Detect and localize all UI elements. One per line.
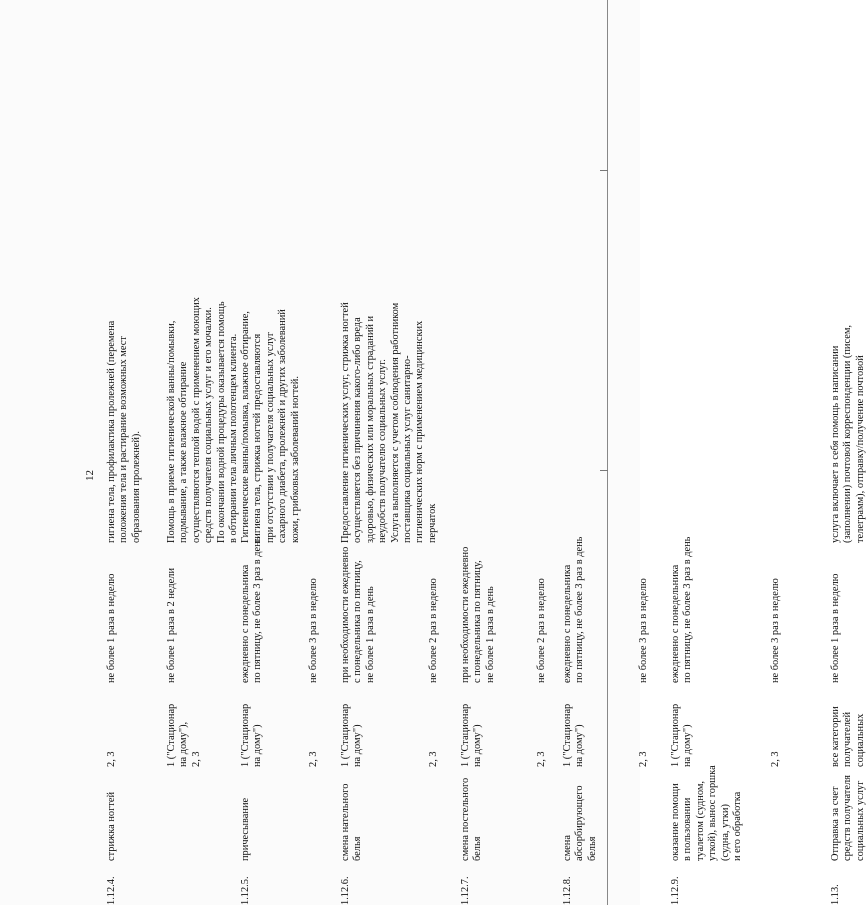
service-frequency-line: ежедневно с понедельника	[240, 564, 251, 683]
service-form	[536, 687, 548, 767]
service-frequency-line: по пятницу, не более 3 раз в день	[682, 536, 694, 683]
service-description-line: кожи, грибковых заболеваний ногтей.	[289, 376, 301, 543]
service-description-line: осуществляется без причинения какого-либо вреда	[352, 317, 364, 543]
row-number	[240, 865, 252, 905]
service-form	[670, 687, 695, 767]
rotated-document-table	[78, 45, 866, 905]
service-name	[670, 765, 744, 861]
service-description-line: Гигиенические ванны/помывка, влажное обтирание,	[240, 311, 251, 543]
service-frequency-line: не более 3 раз в неделю	[308, 578, 319, 683]
row-number	[670, 865, 682, 905]
service-form-line: 1 ("Стационар	[166, 703, 177, 767]
service-name-line: в пользовании	[682, 797, 694, 861]
service-form	[562, 687, 587, 767]
service-frequency	[166, 549, 178, 683]
service-description-line: сахарного диабета, пролежней и других заболеваний	[277, 309, 289, 543]
service-name-line: причесывание	[240, 797, 251, 861]
service-description-line: гигиенических норм с применением медицинских	[414, 320, 426, 543]
service-description-line: Услуга выполняется с учетом соблюдения работником	[389, 302, 401, 543]
service-frequency	[670, 536, 695, 683]
service-name-line: и его обработка	[732, 791, 744, 861]
service-description-line: перчаток	[426, 503, 438, 543]
service-form-line: 1 ("Стационар	[562, 703, 573, 767]
service-description	[240, 45, 302, 543]
service-form-line: 2, 3	[428, 751, 439, 767]
service-form	[460, 687, 485, 767]
service-form-line: получателей	[842, 711, 854, 767]
service-form-line: на дому")	[352, 724, 364, 767]
service-form-line: 2, 3	[106, 751, 117, 767]
service-name	[830, 771, 867, 861]
service-name-line: туалетом (судном,	[694, 780, 706, 861]
service-name-line: белья	[472, 836, 484, 861]
service-description-line: неудобств получателю социальных услуг.	[377, 359, 389, 543]
service-description	[166, 45, 240, 543]
service-frequency-line: ежедневно с понедельника	[670, 564, 681, 683]
service-description-line: услуга включает в себя помощь в написании	[830, 345, 841, 543]
row-number-line: 1.12.7.	[460, 876, 471, 905]
service-description-line: Предоставление гигиенических услуг, стрижка ногтей	[340, 302, 351, 543]
service-name	[562, 771, 599, 861]
service-form-line: 2, 3	[536, 751, 547, 767]
row-number	[340, 865, 352, 905]
service-frequency-line: не более 1 раза в день	[364, 586, 376, 683]
service-description-line: здоровью, физических или моральных страданий и	[364, 315, 376, 543]
service-form-line: 2, 3	[308, 751, 319, 767]
row-number	[562, 865, 574, 905]
service-description	[340, 45, 439, 543]
service-frequency-line: не более 2 раз в неделю	[536, 578, 547, 683]
service-frequency-line: не более 3 раз в неделю	[638, 578, 649, 683]
row-number-line: 1.12.8.	[562, 876, 573, 905]
service-form	[638, 687, 650, 767]
row-number	[106, 865, 118, 905]
service-name-line: оказание помощи	[670, 783, 681, 861]
service-form	[340, 687, 365, 767]
service-name-line: смена нательного	[340, 783, 351, 861]
service-description-line: подмывание, а также влажное обтирание	[178, 361, 190, 543]
service-form-line: на дому")	[682, 724, 694, 767]
service-frequency-line: не более 1 раза в неделю	[106, 573, 117, 683]
service-description	[830, 45, 867, 543]
service-form-line: 2, 3	[770, 751, 781, 767]
service-form-line: 1 ("Стационар	[460, 703, 471, 767]
service-description-line: в обтирании тела личным полотенцем клиента.	[228, 333, 240, 543]
service-form-line: все категории	[830, 706, 841, 767]
service-name	[340, 771, 365, 861]
service-frequency	[340, 546, 377, 683]
service-description-line: положения тела и растирание возможных мест	[118, 336, 130, 543]
row-number-line: 1.12.4.	[106, 876, 117, 905]
service-frequency	[106, 549, 118, 683]
service-frequency	[770, 549, 782, 683]
service-description-line: поставщика социальных услуг санитарно-	[402, 355, 414, 543]
scan-mark	[600, 170, 608, 171]
service-form-line: 1 ("Стационар	[240, 703, 251, 767]
service-form	[830, 687, 867, 767]
scan-mark	[600, 470, 608, 471]
service-frequency-line: по пятницу, не более 3 раз в день	[574, 536, 586, 683]
service-form	[166, 687, 203, 767]
service-description-line: телеграмм), отправку/получение почтовой	[854, 355, 866, 543]
scan-border-line	[607, 0, 608, 905]
row-number-line: 1.12.9.	[670, 876, 681, 905]
row-number-line: 1.13.	[830, 884, 841, 905]
service-form-line: на дому")	[574, 724, 586, 767]
service-form-line: 2, 3	[190, 751, 202, 767]
service-frequency-line: с понедельника по пятницу,	[352, 560, 364, 683]
service-description-line: (заполнении) почтовой корреспонденции (писем,	[842, 324, 854, 543]
service-form	[770, 687, 782, 767]
service-form-line: на дому"),	[178, 721, 190, 767]
service-form	[308, 687, 320, 767]
service-form-line: социальных	[854, 713, 866, 767]
service-name-line: абсорбирующего	[574, 785, 586, 861]
service-frequency	[460, 546, 497, 683]
service-form-line: 1 ("Стационар	[670, 703, 681, 767]
service-name-line: Отправка за счет	[830, 786, 841, 861]
service-frequency-line: с понедельника по пятницу,	[472, 560, 484, 683]
service-description	[106, 45, 143, 543]
service-frequency	[240, 536, 265, 683]
service-name-line: белья	[586, 836, 598, 861]
service-frequency	[562, 536, 587, 683]
service-name-line: социальных услуг	[854, 780, 866, 861]
service-description-line: осуществляются теплой водой с применением моющих	[190, 297, 202, 543]
service-name	[460, 771, 485, 861]
service-frequency-line: при необходимости ежедневно	[340, 546, 351, 683]
row-number-line: 1.12.5.	[240, 876, 251, 905]
service-form-line: на дому")	[252, 724, 264, 767]
service-description-line: Помощь в приеме гигиенической ванны/помывки,	[166, 320, 177, 543]
service-frequency-line: не более 1 раза в день	[484, 586, 496, 683]
service-frequency-line: ежедневно с понедельника	[562, 564, 573, 683]
service-name-line: смена	[562, 835, 573, 861]
service-frequency-line: не более 3 раз в неделю	[770, 578, 781, 683]
service-form-line: на дому")	[472, 724, 484, 767]
service-name-line: смена постельного	[460, 777, 471, 861]
service-description-line: По окончании водной процедуры оказывается помощь	[215, 301, 227, 543]
service-frequency	[638, 549, 650, 683]
service-name	[240, 771, 252, 861]
page-number: 12	[84, 470, 96, 481]
service-description-line: при отсутствии у получателя социальных услуг	[264, 331, 276, 543]
service-name	[106, 771, 118, 861]
service-frequency-line: не более 1 раза в 2 недели	[166, 567, 177, 683]
row-number	[830, 865, 842, 905]
service-frequency	[830, 549, 842, 683]
service-description-line: образования пролежней).	[130, 431, 142, 543]
service-description-line: средств получателя социальных услуг и его мочалки.	[203, 307, 215, 543]
service-name-line: белья	[352, 836, 364, 861]
service-name-line: (судна, утки)	[719, 804, 731, 861]
service-form	[106, 687, 118, 767]
service-form-line: 2, 3	[638, 751, 649, 767]
service-form	[428, 687, 440, 767]
service-frequency	[308, 549, 320, 683]
service-frequency-line: по пятницу, не более 3 раз в день	[252, 536, 264, 683]
service-frequency-line: при необходимости ежедневно	[460, 546, 471, 683]
service-frequency-line: не более 1 раза в неделю	[830, 573, 841, 683]
service-frequency	[428, 549, 440, 683]
service-frequency	[536, 549, 548, 683]
service-name-line: уткой), вынос горшка	[707, 765, 719, 861]
row-number	[460, 865, 472, 905]
row-number-line: 1.12.6.	[340, 876, 351, 905]
service-frequency-line: не более 2 раз в неделю	[428, 578, 439, 683]
service-name-line: стрижка ногтей	[106, 791, 117, 861]
service-form	[240, 687, 265, 767]
service-description-line: гигиена тела, стрижка ногтей предоставляются	[252, 333, 264, 543]
service-name-line: средств получателя	[842, 775, 854, 861]
service-form-line: 1 ("Стационар	[340, 703, 351, 767]
service-description-line: гигиена тела, профилактика пролежней (перемена	[106, 320, 117, 543]
